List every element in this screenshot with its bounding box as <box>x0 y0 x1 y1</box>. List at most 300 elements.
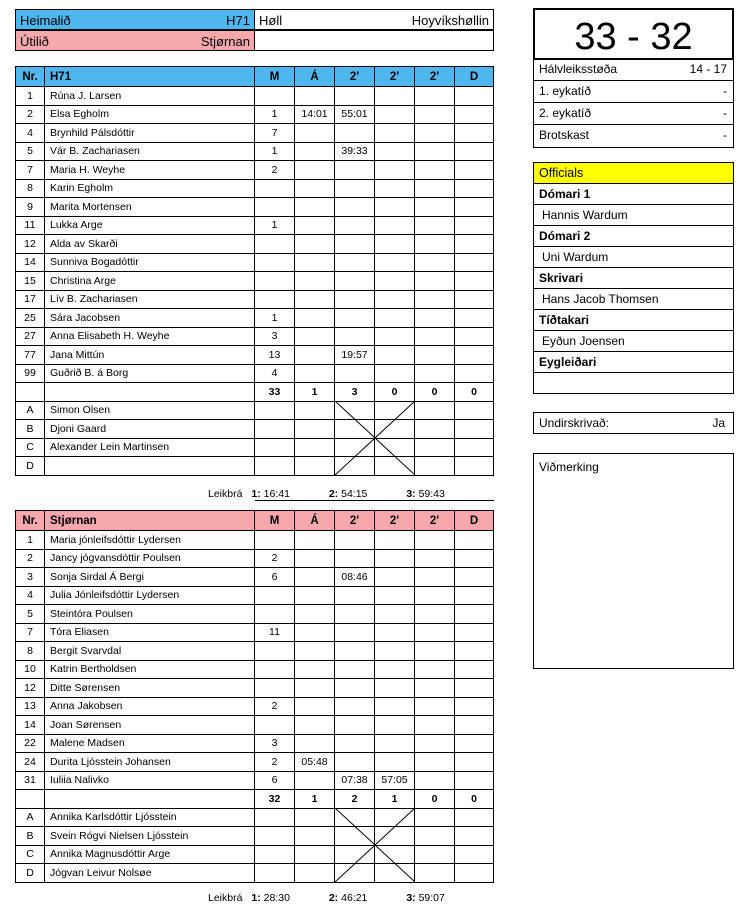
official-name-1 <box>533 205 734 226</box>
staff-name: Svein Rógvi Nielsen Ljósstein <box>45 827 255 846</box>
leikbra-3-time: 59:07 <box>418 892 445 904</box>
player-stat-s1 <box>335 716 375 735</box>
staff-row <box>16 420 494 439</box>
remarks-label: Viðmerking <box>539 460 599 474</box>
player-stat-s3 <box>415 753 455 772</box>
player-stat-m <box>255 272 295 291</box>
player-number: 5 <box>16 142 45 161</box>
player-stat-a <box>295 734 335 753</box>
leikbra-3-time: 59:43 <box>418 488 445 500</box>
col-2min-1: 2' <box>335 511 375 531</box>
total-s2: 0 <box>375 383 415 402</box>
player-stat-m <box>255 531 295 550</box>
player-stat-s1: 55:01 <box>335 105 375 124</box>
staff-cell <box>295 401 335 420</box>
player-stat-s2 <box>375 346 415 365</box>
player-stat-s2 <box>375 697 415 716</box>
player-number: 24 <box>16 753 45 772</box>
player-stat-a <box>295 531 335 550</box>
staff-cell <box>415 808 455 827</box>
player-stat-s2 <box>375 87 415 106</box>
player-stat-s3 <box>415 549 455 568</box>
remarks-box <box>533 453 734 669</box>
col-d: D <box>455 67 494 87</box>
player-stat-s2 <box>375 605 415 624</box>
staff-cell <box>415 845 455 864</box>
official-name-4 <box>533 331 734 352</box>
player-stat-s3 <box>415 364 455 383</box>
player-name: Marita Mortensen <box>45 198 255 217</box>
player-stat-s1 <box>335 290 375 309</box>
official-name-2 <box>533 247 734 268</box>
player-stat-s3 <box>415 568 455 587</box>
player-stat-s1 <box>335 660 375 679</box>
player-name: Durita Ljósstein Johansen <box>45 753 255 772</box>
staff-cell <box>255 438 295 457</box>
staff-row <box>16 457 494 476</box>
official-name: Eyðun Joensen <box>542 334 625 348</box>
player-stat-s2 <box>375 531 415 550</box>
official-role-label: Tíðtakari <box>539 313 590 327</box>
player-stat-s3 <box>415 161 455 180</box>
player-stat-s2 <box>375 235 415 254</box>
player-stat-m <box>255 87 295 106</box>
player-number: 1 <box>16 531 45 550</box>
player-name: Sára Jacobsen <box>45 309 255 328</box>
player-stat-s3 <box>415 605 455 624</box>
officials-header <box>533 162 734 184</box>
leikbra-3-label: 3: <box>406 488 416 500</box>
leikbra-2-time: 46:21 <box>341 892 368 904</box>
staff-cell <box>455 401 494 420</box>
player-stat-d <box>455 568 494 587</box>
signed-value: Ja <box>712 416 725 430</box>
player-stat-s1 <box>335 642 375 661</box>
player-stat-s2 <box>375 161 415 180</box>
player-stat-d <box>455 531 494 550</box>
player-row <box>16 105 494 124</box>
player-number: 1 <box>16 87 45 106</box>
player-stat-m <box>255 290 295 309</box>
home-team-box <box>15 9 255 30</box>
player-stat-d <box>455 309 494 328</box>
staff-cell <box>255 845 295 864</box>
player-name: Katrin Bertholdsen <box>45 660 255 679</box>
player-stat-s3 <box>415 179 455 198</box>
away-header-row <box>16 511 494 531</box>
player-stat-s1 <box>335 309 375 328</box>
total-m: 33 <box>255 383 295 402</box>
player-stat-s3 <box>415 198 455 217</box>
player-stat-a <box>295 179 335 198</box>
official-name: Uni Wardum <box>542 250 609 264</box>
player-name: Ditte Sørensen <box>45 679 255 698</box>
player-stat-d <box>455 364 494 383</box>
player-number: 8 <box>16 642 45 661</box>
player-stat-s3 <box>415 716 455 735</box>
home-label: Heimalið <box>20 13 71 28</box>
player-stat-m: 3 <box>255 734 295 753</box>
player-stat-a <box>295 235 335 254</box>
totals-row <box>16 790 494 809</box>
player-number: 25 <box>16 309 45 328</box>
player-number: 4 <box>16 124 45 143</box>
home-leikbra-line <box>255 500 494 501</box>
official-role-label: Dómari 1 <box>539 187 591 201</box>
official-role-5 <box>533 352 734 373</box>
player-stat-s1 <box>335 327 375 346</box>
player-stat-a <box>295 716 335 735</box>
player-stat-s3 <box>415 346 455 365</box>
staff-cell <box>295 420 335 439</box>
col-a: Á <box>295 511 335 531</box>
col-2min-3: 2' <box>415 67 455 87</box>
player-stat-m: 1 <box>255 105 295 124</box>
player-stat-d <box>455 198 494 217</box>
player-name: Elsa Egholm <box>45 105 255 124</box>
home-header-row <box>16 67 494 87</box>
player-stat-s3 <box>415 642 455 661</box>
player-number: 7 <box>16 161 45 180</box>
player-stat-s1 <box>335 605 375 624</box>
player-row <box>16 179 494 198</box>
player-stat-d <box>455 327 494 346</box>
staff-row <box>16 864 494 883</box>
away-label: Útilið <box>20 34 49 49</box>
player-stat-a <box>295 309 335 328</box>
staff-cell <box>295 864 335 883</box>
col-d: D <box>455 511 494 531</box>
player-stat-s1 <box>335 697 375 716</box>
leikbra-1-time: 28:30 <box>263 892 290 904</box>
final-score: 33 - 32 <box>574 16 693 58</box>
player-stat-s3 <box>415 87 455 106</box>
player-row <box>16 346 494 365</box>
official-role-label: Skrivari <box>539 271 584 285</box>
player-stat-s2 <box>375 105 415 124</box>
player-number: 17 <box>16 290 45 309</box>
player-stat-s2 <box>375 623 415 642</box>
player-stat-a <box>295 660 335 679</box>
leikbra-label: Leikbrá <box>208 488 243 500</box>
player-stat-d <box>455 272 494 291</box>
staff-row <box>16 808 494 827</box>
player-stat-m <box>255 679 295 698</box>
col-2min-2: 2' <box>375 67 415 87</box>
player-stat-a <box>295 605 335 624</box>
staff-name: Djoni Gaard <box>45 420 255 439</box>
player-name: Bergit Svarvdal <box>45 642 255 661</box>
player-stat-s2 <box>375 364 415 383</box>
player-stat-d <box>455 716 494 735</box>
player-stat-s1 <box>335 272 375 291</box>
player-stat-s2 <box>375 642 415 661</box>
col-2min-3: 2' <box>415 511 455 531</box>
player-row <box>16 605 494 624</box>
home-team-table <box>15 66 494 476</box>
player-stat-s1 <box>335 734 375 753</box>
player-number: 27 <box>16 327 45 346</box>
player-row <box>16 272 494 291</box>
staff-code: A <box>16 401 45 420</box>
player-stat-m <box>255 586 295 605</box>
player-row <box>16 142 494 161</box>
staff-row <box>16 827 494 846</box>
player-stat-a <box>295 346 335 365</box>
staff-code: D <box>16 457 45 476</box>
home-team-header: H71 <box>45 67 255 87</box>
player-name: Anna Jakobsen <box>45 697 255 716</box>
player-row <box>16 327 494 346</box>
player-stat-s1 <box>335 753 375 772</box>
halftime-label: Hálvleiksstøða <box>539 62 618 76</box>
player-stat-a <box>295 272 335 291</box>
totals-blank <box>45 790 255 809</box>
totals-row <box>16 383 494 402</box>
player-row <box>16 309 494 328</box>
player-name: Tóra Eliasen <box>45 623 255 642</box>
player-stat-d <box>455 753 494 772</box>
player-stat-a <box>295 327 335 346</box>
player-stat-s1 <box>335 531 375 550</box>
staff-cell <box>295 827 335 846</box>
player-number: 2 <box>16 105 45 124</box>
player-stat-s3 <box>415 253 455 272</box>
player-row <box>16 290 494 309</box>
staff-cell <box>455 827 494 846</box>
leikbra-3-label: 3: <box>406 892 416 904</box>
player-stat-s1 <box>335 87 375 106</box>
player-stat-s2 <box>375 549 415 568</box>
player-stat-d <box>455 679 494 698</box>
player-stat-m <box>255 198 295 217</box>
staff-cell <box>255 420 295 439</box>
player-name: Maria H. Weyhe <box>45 161 255 180</box>
player-stat-a <box>295 124 335 143</box>
total-s1: 2 <box>335 790 375 809</box>
player-stat-s2 <box>375 198 415 217</box>
player-stat-s1 <box>335 179 375 198</box>
player-stat-d <box>455 253 494 272</box>
player-name: Julia Jónleifsdóttir Lydersen <box>45 586 255 605</box>
player-stat-s2 <box>375 568 415 587</box>
player-stat-s2 <box>375 253 415 272</box>
player-row <box>16 623 494 642</box>
player-stat-d <box>455 771 494 790</box>
player-stat-a <box>295 549 335 568</box>
leikbra-2-label: 2: <box>328 892 339 904</box>
staff-cell <box>255 457 295 476</box>
player-stat-s2 <box>375 586 415 605</box>
shootout-row <box>533 124 734 148</box>
player-stat-d <box>455 142 494 161</box>
player-stat-s3 <box>415 660 455 679</box>
player-stat-d <box>455 235 494 254</box>
leikbra-1-time: 16:41 <box>263 488 290 500</box>
staff-cell <box>295 457 335 476</box>
totals-blank <box>16 790 45 809</box>
player-stat-s2 <box>375 216 415 235</box>
player-number: 22 <box>16 734 45 753</box>
player-stat-a <box>295 198 335 217</box>
away-team-table <box>15 510 494 883</box>
player-name: Karin Egholm <box>45 179 255 198</box>
player-stat-s3 <box>415 771 455 790</box>
staff-name: Annika Karlsdóttir Ljósstein <box>45 808 255 827</box>
away-team-name: Stjørnan <box>200 34 250 49</box>
player-stat-m: 1 <box>255 309 295 328</box>
player-stat-a: 14:01 <box>295 105 335 124</box>
player-number: 15 <box>16 272 45 291</box>
player-stat-m: 4 <box>255 364 295 383</box>
player-stat-s3 <box>415 216 455 235</box>
player-stat-s1: 07:38 <box>335 771 375 790</box>
official-role-3 <box>533 268 734 289</box>
staff-cell <box>455 864 494 883</box>
official-name-3 <box>533 289 734 310</box>
player-row <box>16 771 494 790</box>
player-name: Sunniva Bogadóttir <box>45 253 255 272</box>
player-stat-a <box>295 364 335 383</box>
player-stat-a <box>295 87 335 106</box>
total-m: 32 <box>255 790 295 809</box>
player-stat-s2 <box>375 679 415 698</box>
player-row <box>16 753 494 772</box>
player-number: 13 <box>16 697 45 716</box>
player-stat-s3 <box>415 309 455 328</box>
player-stat-d <box>455 660 494 679</box>
staff-row <box>16 845 494 864</box>
player-row <box>16 198 494 217</box>
halftime-row <box>533 58 734 81</box>
player-name: Rúna J. Larsen <box>45 87 255 106</box>
player-row <box>16 364 494 383</box>
staff-cell <box>415 457 455 476</box>
player-stat-d <box>455 586 494 605</box>
player-stat-s1: 39:33 <box>335 142 375 161</box>
leikbra-2-label: 2: <box>328 488 339 500</box>
player-stat-s2 <box>375 179 415 198</box>
staff-cell <box>455 438 494 457</box>
player-stat-m: 1 <box>255 216 295 235</box>
staff-row <box>16 438 494 457</box>
player-row <box>16 253 494 272</box>
total-s3: 0 <box>415 790 455 809</box>
staff-code: B <box>16 827 45 846</box>
staff-cross-out <box>335 401 415 475</box>
player-stat-s1 <box>335 549 375 568</box>
player-stat-m <box>255 235 295 254</box>
player-row <box>16 568 494 587</box>
player-stat-m <box>255 660 295 679</box>
venue-name: Hoyvíkshøllin <box>411 13 489 28</box>
player-row <box>16 679 494 698</box>
staff-code: A <box>16 808 45 827</box>
total-s2: 1 <box>375 790 415 809</box>
total-d: 0 <box>455 790 494 809</box>
away-team-header: Stjørnan <box>45 511 255 531</box>
player-row <box>16 586 494 605</box>
away-leikbra <box>208 892 445 904</box>
overtime1-label: 1. eykatíð <box>539 84 592 98</box>
player-stat-a <box>295 642 335 661</box>
col-nr: Nr. <box>16 67 45 87</box>
player-stat-m: 3 <box>255 327 295 346</box>
venue-blank-box <box>254 30 494 51</box>
player-row <box>16 697 494 716</box>
staff-cell <box>415 827 455 846</box>
player-stat-s2 <box>375 660 415 679</box>
player-stat-s1 <box>335 623 375 642</box>
player-stat-s1 <box>335 216 375 235</box>
player-row <box>16 161 494 180</box>
player-number: 12 <box>16 235 45 254</box>
player-row <box>16 531 494 550</box>
staff-code: C <box>16 845 45 864</box>
player-row <box>16 642 494 661</box>
staff-cell <box>255 864 295 883</box>
player-stat-s2 <box>375 734 415 753</box>
player-stat-d <box>455 346 494 365</box>
player-stat-s3 <box>415 623 455 642</box>
player-name: Vár B. Zachariasen <box>45 142 255 161</box>
official-role-label: Dómari 2 <box>539 229 591 243</box>
player-number: 5 <box>16 605 45 624</box>
player-number: 99 <box>16 364 45 383</box>
official-name: Hans Jacob Thomsen <box>542 292 659 306</box>
home-team-name: H71 <box>226 13 250 28</box>
home-leikbra <box>208 488 445 500</box>
col-nr: Nr. <box>16 511 45 531</box>
player-stat-d <box>455 734 494 753</box>
player-stat-a: 05:48 <box>295 753 335 772</box>
staff-name <box>45 457 255 476</box>
player-stat-a <box>295 290 335 309</box>
leikbra-label: Leikbrá <box>208 892 243 904</box>
officials-title: Officials <box>539 166 584 180</box>
player-name: Christina Arge <box>45 272 255 291</box>
staff-name: Annika Magnusdóttir Arge <box>45 845 255 864</box>
official-role-1 <box>533 184 734 205</box>
player-row <box>16 216 494 235</box>
player-stat-m: 6 <box>255 771 295 790</box>
player-stat-m <box>255 179 295 198</box>
col-2min-1: 2' <box>335 67 375 87</box>
player-stat-s2 <box>375 309 415 328</box>
player-name: Anna Elisabeth H. Weyhe <box>45 327 255 346</box>
halftime-value: 14 - 17 <box>689 62 727 76</box>
leikbra-2-time: 54:15 <box>341 488 368 500</box>
player-stat-m: 2 <box>255 697 295 716</box>
staff-cell <box>295 808 335 827</box>
shootout-value: - <box>723 128 727 142</box>
player-stat-m <box>255 605 295 624</box>
overtime1-value: - <box>723 84 727 98</box>
player-stat-s1 <box>335 679 375 698</box>
player-row <box>16 87 494 106</box>
player-stat-s3 <box>415 105 455 124</box>
player-name: Steintóra Poulsen <box>45 605 255 624</box>
staff-code: C <box>16 438 45 457</box>
total-d: 0 <box>455 383 494 402</box>
player-stat-m: 11 <box>255 623 295 642</box>
player-stat-m: 6 <box>255 568 295 587</box>
player-stat-d <box>455 290 494 309</box>
staff-cell <box>415 401 455 420</box>
player-stat-s1 <box>335 364 375 383</box>
player-number: 8 <box>16 179 45 198</box>
staff-row <box>16 401 494 420</box>
